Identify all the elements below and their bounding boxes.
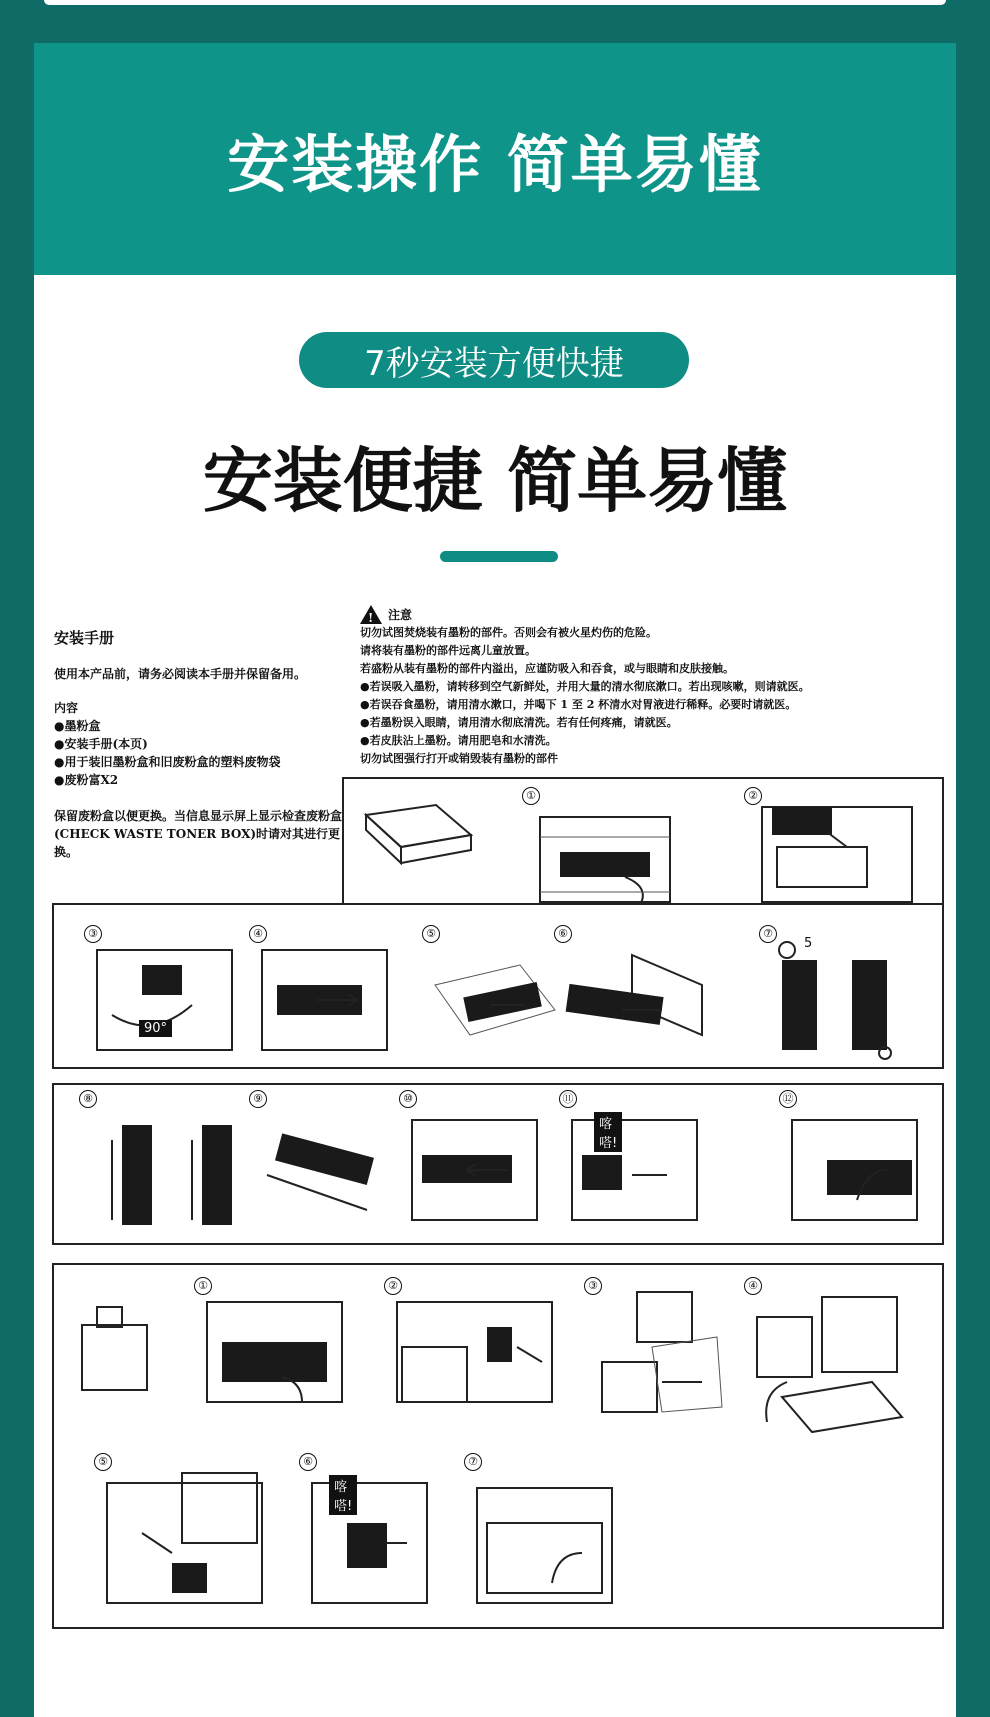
step-number: ⑥ (554, 925, 572, 943)
install-manual (34, 605, 956, 1715)
list-item: ●若皮肤沾上墨粉。请用肥皂和水清洗。 (360, 734, 557, 747)
shake-vertical-icon (87, 1100, 237, 1235)
waste-toner-note: 保留废粉盒以便更换。当信息显示屏上显示检查废粉盒(CHECK WASTE TONER BOX)时请对其进行更换。 (54, 809, 343, 859)
steps-panel-1 (342, 777, 944, 907)
step-number: ⑩ (399, 1090, 417, 1108)
step-number: ③ (584, 1277, 602, 1295)
step-number: ② (744, 787, 762, 805)
insert-cartridge-icon (407, 1100, 547, 1230)
waste-box-icon (72, 1295, 162, 1395)
manual-intro-text: 使用本产品前，请务必阅读本手册并保留备用。 (54, 667, 307, 681)
insert-waste-box-icon (102, 1463, 272, 1613)
section-title: 安装便捷 简单易懂 (202, 440, 788, 522)
banner-title: 安装操作 简单易懂 (227, 127, 763, 201)
steps-panel-4 (52, 1263, 944, 1629)
manual-intro (54, 605, 344, 877)
step-number: ③ (84, 925, 102, 943)
title-underline (440, 551, 558, 562)
manual-title: 安装手册 (54, 629, 115, 647)
steps-panel-2 (52, 903, 944, 1069)
step-number: ① (194, 1277, 212, 1295)
contents-list (54, 717, 344, 789)
steps-panel-3 (52, 1083, 944, 1245)
shake-cartridge-icon (767, 935, 917, 1060)
printer-open-icon (530, 797, 680, 907)
angle-label: 90° (139, 1020, 172, 1037)
content-card (34, 275, 956, 1717)
warning-heading (360, 605, 900, 624)
remove-waste-box-icon (392, 1287, 562, 1417)
list-item: ●若墨粉误入眼睛，请用清水彻底清洗。若有任何疼痛，请就医。 (360, 716, 678, 729)
step-number: ⑤ (94, 1453, 112, 1471)
warning-title: 注意 (388, 607, 413, 622)
remove-cartridge-icon (257, 935, 397, 1055)
warning-list (360, 624, 900, 768)
cap-waste-box-icon (752, 1287, 912, 1437)
bag-cartridge-icon (430, 935, 560, 1055)
highlight-pill: 7秒安装方便快捷 (299, 332, 689, 388)
list-item: 切勿试图焚烧装有墨粉的部件。否则会有被火星灼伤的危险。 (360, 626, 657, 639)
step-number: ⑥ (299, 1453, 317, 1471)
list-item: ●废粉富X2 (54, 773, 119, 787)
list-item: ●墨粉盒 (54, 719, 101, 733)
times-label: 5 (799, 935, 817, 952)
box-cartridge-icon (562, 935, 712, 1055)
step-number: ④ (249, 925, 267, 943)
list-item: ●若误吸入墨粉，请转移到空气新鲜处，并用大量的清水彻底漱口。若出现咳嗽，则请就医。 (360, 680, 810, 693)
step-number: ⑦ (464, 1453, 482, 1471)
step-number: ⑦ (759, 925, 777, 943)
rotate-lever-icon (92, 935, 242, 1055)
list-item: 若盛粉从装有墨粉的部件内溢出，应谨防吸入和吞食，或与眼睛和皮肤接触。 (360, 662, 734, 675)
click-label: 喀嗒! (594, 1112, 622, 1152)
toner-cartridge-icon (356, 785, 476, 885)
open-cover-icon (202, 1287, 352, 1407)
step-number: ⑤ (422, 925, 440, 943)
contents-title: 内容 (54, 701, 79, 715)
warning-icon (360, 605, 382, 624)
click-label: 喀嗒! (329, 1475, 357, 1515)
press-waste-box-icon (307, 1463, 437, 1613)
step-number: ⑪ (559, 1090, 577, 1108)
step-number: ② (384, 1277, 402, 1295)
warning-block (360, 605, 900, 768)
step-number: ① (522, 787, 540, 805)
list-item: 请将装有墨粉的部件远离儿童放置。 (360, 644, 536, 657)
press-cartridge-icon (567, 1100, 707, 1230)
list-item: 切勿试图强行打开或销毁装有墨粉的部件 (360, 752, 558, 765)
shake-horizontal-icon (257, 1100, 387, 1220)
list-item: ●用于装旧墨粉盒和旧废粉盒的塑料废物袋 (54, 755, 281, 769)
list-item: ●安装手册(本页) (54, 737, 148, 751)
waste-box-figure (72, 1295, 162, 1399)
step-number: ⑫ (779, 1090, 797, 1108)
bag-waste-box-icon (592, 1287, 732, 1417)
toner-cartridge-figure (356, 785, 476, 889)
printer-front-icon (752, 797, 922, 907)
close-cover-icon (787, 1100, 927, 1230)
header-banner (34, 43, 956, 275)
step-number: ④ (744, 1277, 762, 1295)
step-number: ⑨ (249, 1090, 267, 1108)
step-number: ⑧ (79, 1090, 97, 1108)
top-white-strip (44, 0, 946, 5)
list-item: ●若误吞食墨粉，请用清水漱口，并喝下 1 至 2 杯清水对胃液进行稀释。必要时请就医。 (360, 698, 797, 711)
close-front-cover-icon (472, 1463, 622, 1613)
